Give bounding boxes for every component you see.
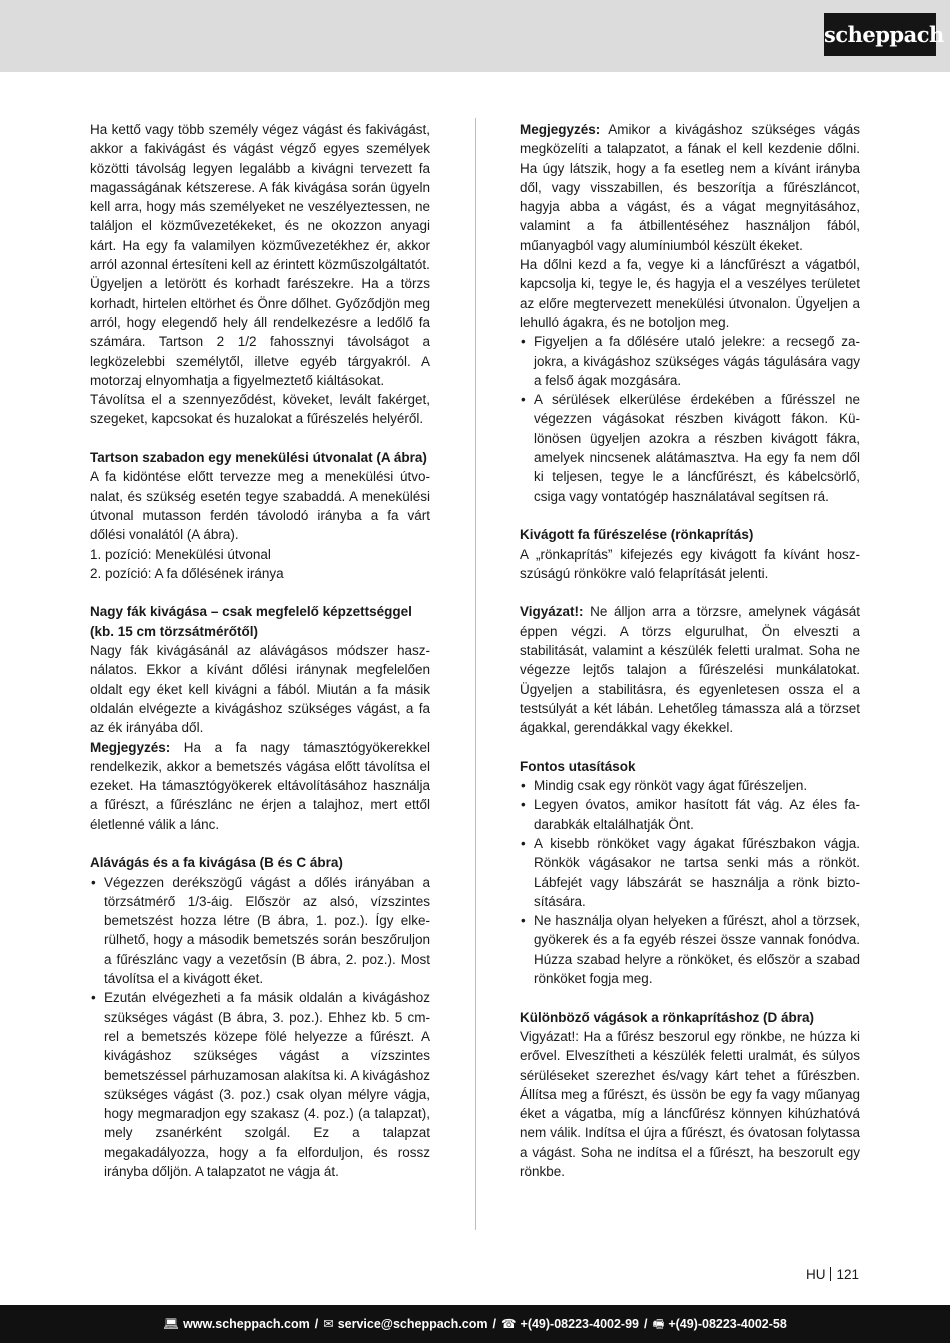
page-number-separator (830, 1267, 831, 1281)
paragraph: A fa kidöntése előtt tervezze meg a menekülési útvonalat, és szükség esetén tegye szabaddá. A menekülési útvonal mutasson ferdén távolodó irányba a fa várt dőlési vonalától (A ábra). (90, 469, 430, 543)
list-item: • A kisebb rönköket vagy ágakat fűrészbakon vágja. Rönkök vágásakor ne tartsa senki más a rönköt. Lábfejét vagy lábszárát se használja a rönk biztosítására. (520, 834, 860, 911)
envelope-icon: ✉︎ (323, 1317, 334, 1331)
section-heading: Kivágott fa fűrészelése (rönkaprítás) (520, 527, 754, 543)
header-bar (0, 0, 950, 72)
column-divider (475, 118, 476, 1230)
position-item: 1. pozíció: Menekülési útvonal (90, 546, 271, 562)
language-code: HU (805, 1267, 826, 1282)
phone-icon: ☎︎ (500, 1317, 517, 1331)
note-paragraph (90, 738, 430, 834)
list-item: • Ne használja olyan helyeken a fűrészt, ahol a törzsek, gyökerek és a fa egyéb részei össze vannak fonódva. Húzza szabad helyre a rönköket, és először a szabad rönköket fogja meg. (520, 911, 860, 988)
warning-text: Ne álljon arra a törzsre, amelynek vágását éppen végzi. A törzs elgurulhat, Ön elveszti a stabilitását, valamint a készülék feletti uralmat. Soha ne végezze lejtős talajon a fűrészelési munkálatokat. Ügyeljen a stabilitásra, és egyenletesen ossza el a testsúlyát a két lábán. Lehetőleg támassza alá a törzset ágakkal, gerendákkal vagy ékekkel. (520, 604, 860, 736)
paragraph: A „rönkaprítás” kifejezés egy kivágott fa kívánt hoszszúságú rönkökre való felaprítását jelenti. (520, 546, 860, 581)
paragraph: Ha dőlni kezd a fa, vegye ki a láncfűrészt a vágatból, kapcsolja ki, tegye le, és hagyja el a veszélyes területet az előre megtervezett menekülési útvonalon. Ügyeljen a lehulló ágakra, és ne botoljon meg. (520, 257, 860, 330)
note-text: Amikor a kivágáshoz szükséges vágás megközelíti a talapzatot, a fának el kell kezdenie dőlni. Ha úgy látszik, hogy a fa esetleg nem a kívánt irányba dől, vagy visszabillen, és beszorítja a fűrészláncot, hagyja abba a vágást, és a vágat megnyitásához, valamint a fa átbillentéséhez használjon fából, műanyagból vagy alumíniumból készült ékeket. (520, 122, 860, 253)
warning-paragraph (520, 602, 860, 737)
list-item: • Végezzen derékszögű vágást a dőlés irányában a törzsátmérő 1/3-áig. Először az alsó, vízszintes bemetszést hozza létre (B ábra, 1. poz.). Így elkerülhető, hogy a második bemetszés során beszőruljon a fűrészlánc vagy a vezetősín (B ábra, 2. poz.). Most távolítsa el a kivágott éket. (90, 873, 430, 989)
footer-separator: / (314, 1317, 319, 1331)
left-column (90, 120, 430, 1181)
section-heading: Fontos utasítások (520, 758, 636, 774)
note-text: Ha a fa nagy támasztógyökerekkel rendelkezik, akkor a bemetszés vágása előtt távolítsa el ezeket. Ha támasztógyökerek eltávolításához használja a fűrészt, a fűrészlánc ne érjen a talajhoz, mert ettől életlenné válik a lánc. (90, 739, 430, 832)
page-number (806, 1265, 859, 1284)
right-column (520, 120, 860, 1181)
section-heading: Nagy fák kivágása – csak megfelelő képzettséggel (kb. 15 cm törzsátmérőtől) (90, 604, 412, 639)
bullet-list (90, 873, 430, 1182)
paragraph: Távolítsa el a szennyeződést, köveket, levált fakérget, szegeket, kapcsokat és huzalokat a fűrészelés helyéről. (90, 392, 430, 427)
position-item: 2. pozíció: A fa dőlésének iránya (90, 565, 284, 581)
website-link[interactable]: www.scheppach.com (183, 1317, 310, 1331)
section-heading: Különböző vágások a rönkaprításhoz (D ábra) (520, 1009, 815, 1025)
footer-separator: / (644, 1317, 648, 1331)
list-item: • Figyeljen a fa dőlésére utaló jelekre: a recsegő zajokra, a kivágáshoz szükséges vágás tágulására vagy a felső ágak mozgására. (520, 332, 860, 390)
list-item: • A sérülések elkerülése érdekében a fűrésszel ne végezzen vágásokat részben kivágott fákon. Különösen ügyeljen azokra a részben kivágott fákra, amelyek nincsenek alátámasztva. Ha egy fa nem dől ki teljesen, tegye le a láncfűrészt, és kábelcsörlő, csiga vagy vontatógép használatával segítsen rá. (520, 390, 860, 506)
list-item: • Legyen óvatos, amikor hasított fát vág. Az éles fadarabkák eltalálhatják Önt. (520, 795, 860, 834)
phone-number: +(49)-08223-4002-99 (520, 1317, 640, 1331)
page-number-value: 121 (836, 1267, 859, 1282)
note-paragraph (520, 120, 860, 255)
paragraph: Ügyeljen a letörött és korhadt farészekre. Ha a törzs korhadt, hirtelen eltörhet és Önre dőlhet. Győződjön meg arról, hogy elegendő hely áll rendelkezésre a ledőlő fa számára. Tartson 2 1/2 fahossznyi távolságot a legközelebbi személytől, illetve egyéb tárgyakról. A motorzaj elnyomhatja a figyelmeztető kiáltásokat. (90, 276, 430, 388)
paragraph: Vigyázat!: Ha a fűrész beszorul egy rönkbe, ne húzza ki erővel. Elveszítheti a készülék feletti uralmát, és súlyos sérüléseket szerezhet és/vagy kárt tehet a fűrészben. Állítsa meg a fűrészt, és üssön be egy fa vagy műanyag éket a vágatba, míg a láncfűrész könnyen kihúzhatóvá nem válik. Indítsa el újra a fűrészt, és óvatosan folytassa a vágást. Soha ne indítsa el a fűrészt, ha beszorult egy rönkbe. (520, 1028, 860, 1180)
fax-number: +(49)-08223-4002-58 (668, 1317, 787, 1331)
warning-label: Vigyázat!: (520, 604, 584, 620)
note-label: Megjegyzés: (90, 739, 171, 755)
list-item: • Mindig csak egy rönköt vagy ágat fűrészeljen. (520, 776, 860, 795)
footer-bar (0, 1305, 950, 1343)
note-label: Megjegyzés: (520, 122, 601, 137)
section-heading: Alávágás és a fa kivágása (B és C ábra) (90, 855, 343, 871)
brand-logo: scheppach (824, 13, 936, 56)
footer-separator: / (492, 1317, 496, 1331)
paragraph: Ha kettő vagy több személy végez vágást és fakivágást, akkor a fakivágást és vágást végző egyes személyek közötti távolság legyen legalább a kivágni tervezett fa magasságának kétszerese. A fák kivágása során ügyeln kell arra, hogy más személyeket ne veszélyeztessen, ne találjon el közművezetékeket, és ne okozzon anyagi kárt. Ha egy fa valamilyen közművezetékhez ér, akkor arról azonnal értesíteni kell az érintett közműszolgáltatót. (90, 122, 430, 273)
section-heading: Tartson szabadon egy menekülési útvonalat (A ábra) (90, 450, 427, 466)
email-link[interactable]: service@scheppach.com (337, 1317, 488, 1331)
list-item: • Ezután elvégezheti a fa másik oldalán a kivágáshoz szükséges vágást (B ábra, 3. poz.). Ehhez kb. 5 cm-rel a bemetszés közepe fölé helyezze a fűrészt. A kivágáshoz szükséges vágást a vízszintes bemetszéssel párhuzamosan alakítsa ki. A kivágáshoz szükséges vágást (3. poz.) csak olyan mélyre vágja, hogy megmaradjon egy szakasz (4. poz.) (a talapzat), mely zsanérként szolgál. Ez a talapzat megakadályozza, hogy a fa elforduljon, és rossz irányba dőljön. A talapzatot ne vágja át. (90, 988, 430, 1181)
computer-icon: 💻︎ (163, 1317, 180, 1331)
bullet-list (520, 776, 860, 988)
paragraph: Nagy fák kivágásánál az alávágásos módszer használatos. Ekkor a kívánt dőlési iránynak megfelelően oldalt egy éket kell kivágni a fából. Miután a fa másik oldalán elvégezte a kivágáshoz szükséges vágást, a fa az ék irányába dől. (90, 643, 430, 736)
fax-icon: 🖷︎ (652, 1317, 665, 1331)
bullet-list (520, 332, 860, 506)
